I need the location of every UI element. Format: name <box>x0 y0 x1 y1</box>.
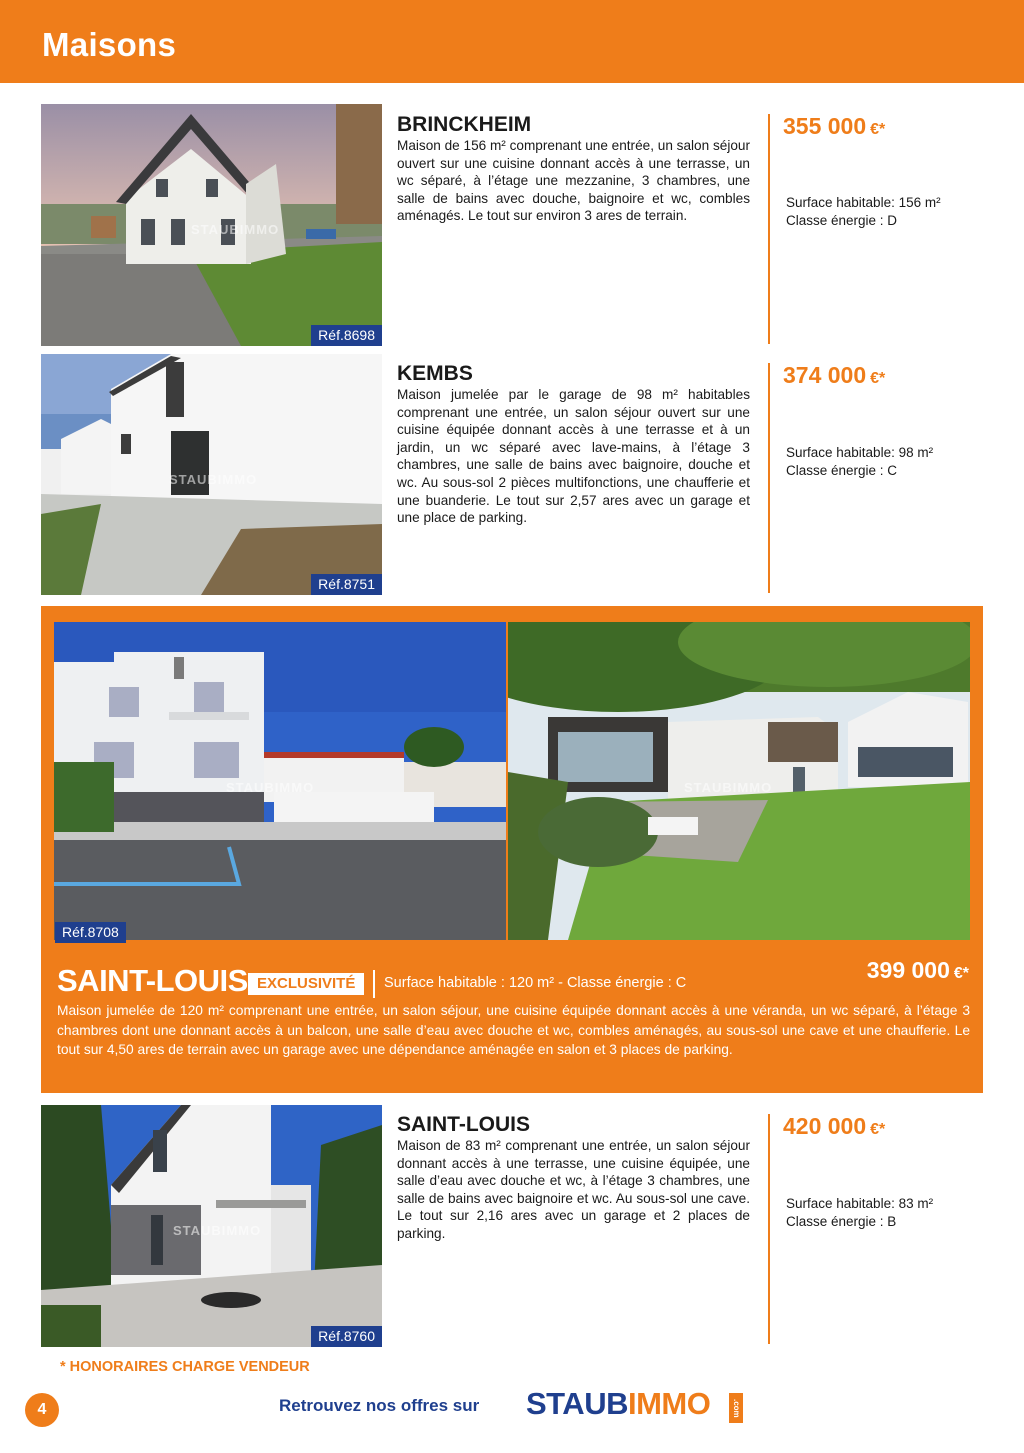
listing-specs <box>786 1195 933 1231</box>
page-header <box>0 0 1024 83</box>
listing-price <box>783 113 885 140</box>
listing-photo-saint-louis <box>41 1105 382 1347</box>
listing-city: KEMBS <box>397 362 473 385</box>
price-currency: €* <box>870 370 886 387</box>
listing-photo-kembs <box>41 354 382 595</box>
listing-divider <box>768 114 770 344</box>
listing-energy: Classe énergie : C <box>786 463 898 478</box>
price-value: 355 000 <box>783 113 867 139</box>
listing-description: Maison de 83 m² comprenant une entrée, un salon séjour donnant accès à une terrasse, une cuisine équipée, une salle d’eau avec douche et wc, à l’étage 3 chambres, une salle de bains avec baignoire et wc. Au sous-sol une cave. Le tout sur 2,16 ares avec un garage et 2 places de parking. <box>397 1138 750 1241</box>
featured-surface-energy: Surface habitable : 120 m² - Classe énergie : C <box>384 975 687 991</box>
photo-watermark: STAUBIMMO <box>684 780 773 795</box>
listing-city: SAINT-LOUIS <box>397 1113 531 1136</box>
listing-surface: Surface habitable: 156 m² <box>786 195 941 210</box>
page-number: 4 <box>25 1393 59 1427</box>
listing-photo-brinckheim <box>41 104 382 346</box>
listing-surface: Surface habitable: 83 m² <box>786 1196 934 1211</box>
listing-price <box>783 362 885 389</box>
photo-watermark: STAUBIMMO <box>191 222 280 237</box>
footer-tagline: Retrouvez nos offres sur <box>279 1396 480 1415</box>
listing-divider <box>768 1114 770 1344</box>
listing-ref: Réf.8698 <box>311 325 382 346</box>
logo-com-tag: .com <box>729 1393 743 1423</box>
listing-city: BRINCKHEIM <box>397 113 532 136</box>
logo-part-staub: STAUB <box>526 1386 628 1421</box>
photo-watermark: STAUBIMMO <box>173 1223 262 1238</box>
photo-watermark: STAUBIMMO <box>226 780 315 795</box>
staubimmo-logo[interactable] <box>526 1386 710 1422</box>
featured-ref: Réf.8708 <box>55 922 126 943</box>
price-currency: €* <box>870 1121 886 1138</box>
listing-price <box>783 1113 885 1140</box>
listing-specs <box>786 194 941 230</box>
listing-description: Maison jumelée par le garage de 98 m² habitables comprenant une entrée, un salon séjour ouvert sur une cuisine équipée donnant accès à une terrasse et à un jardin, un wc séparé avec lave-mains, à l’étage 3 chambres, une salle de bains avec baignoire, douche et wc. Au sous-sol 2 pièces multifonctions, une chaufferie et une buanderie. Le tout sur 2,57 ares avec un garage et une place de parking. <box>397 387 750 526</box>
featured-city: SAINT-LOUIS <box>57 963 248 998</box>
listing-specs <box>786 444 933 480</box>
featured-divider <box>373 970 375 998</box>
price-value: 399 000 <box>866 957 950 983</box>
photo-watermark: STAUBIMMO <box>169 472 258 487</box>
listing-description: Maison de 156 m² comprenant une entrée, un salon séjour ouvert sur une cuisine donnant accès à une terrasse, un wc séparé, à l’étage une mezzanine, 3 chambres, une salle de bains avec douche, baignoire et wc, combles aménagés. Le tout sur environ 3 ares de terrain. <box>397 138 750 224</box>
listing-energy: Classe énergie : D <box>786 213 898 228</box>
featured-description: Maison jumelée de 120 m² comprenant une entrée, un salon séjour, une cuisine équipée donnant accès à une véranda, un wc séparé, à l’étage 3 chambres dont une donnant accès à un balcon, une salle d’eau avec douche et wc, combles aménagés, au sous-sol une cave et une chaufferie. Le tout sur 4,50 ares de terrain avec un garage avec une dépendance aménagée en salon et 3 places de parking. <box>57 1003 970 1057</box>
listing-divider <box>768 363 770 593</box>
price-value: 374 000 <box>783 362 867 388</box>
listing-ref: Réf.8760 <box>311 1326 382 1347</box>
featured-photo-street <box>54 622 506 940</box>
exclusivite-badge: EXCLUSIVITÉ <box>248 973 364 995</box>
featured-price <box>867 957 969 984</box>
honoraires-note: * HONORAIRES CHARGE VENDEUR <box>60 1359 310 1375</box>
logo-part-immo: IMMO <box>627 1386 711 1421</box>
page-title: Maisons <box>42 26 177 63</box>
listing-energy: Classe énergie : B <box>786 1214 897 1229</box>
price-value: 420 000 <box>783 1113 867 1139</box>
listing-ref: Réf.8751 <box>311 574 382 595</box>
listing-surface: Surface habitable: 98 m² <box>786 445 934 460</box>
featured-photo-garden <box>508 622 970 940</box>
price-currency: €* <box>953 965 969 982</box>
price-currency: €* <box>870 121 886 138</box>
